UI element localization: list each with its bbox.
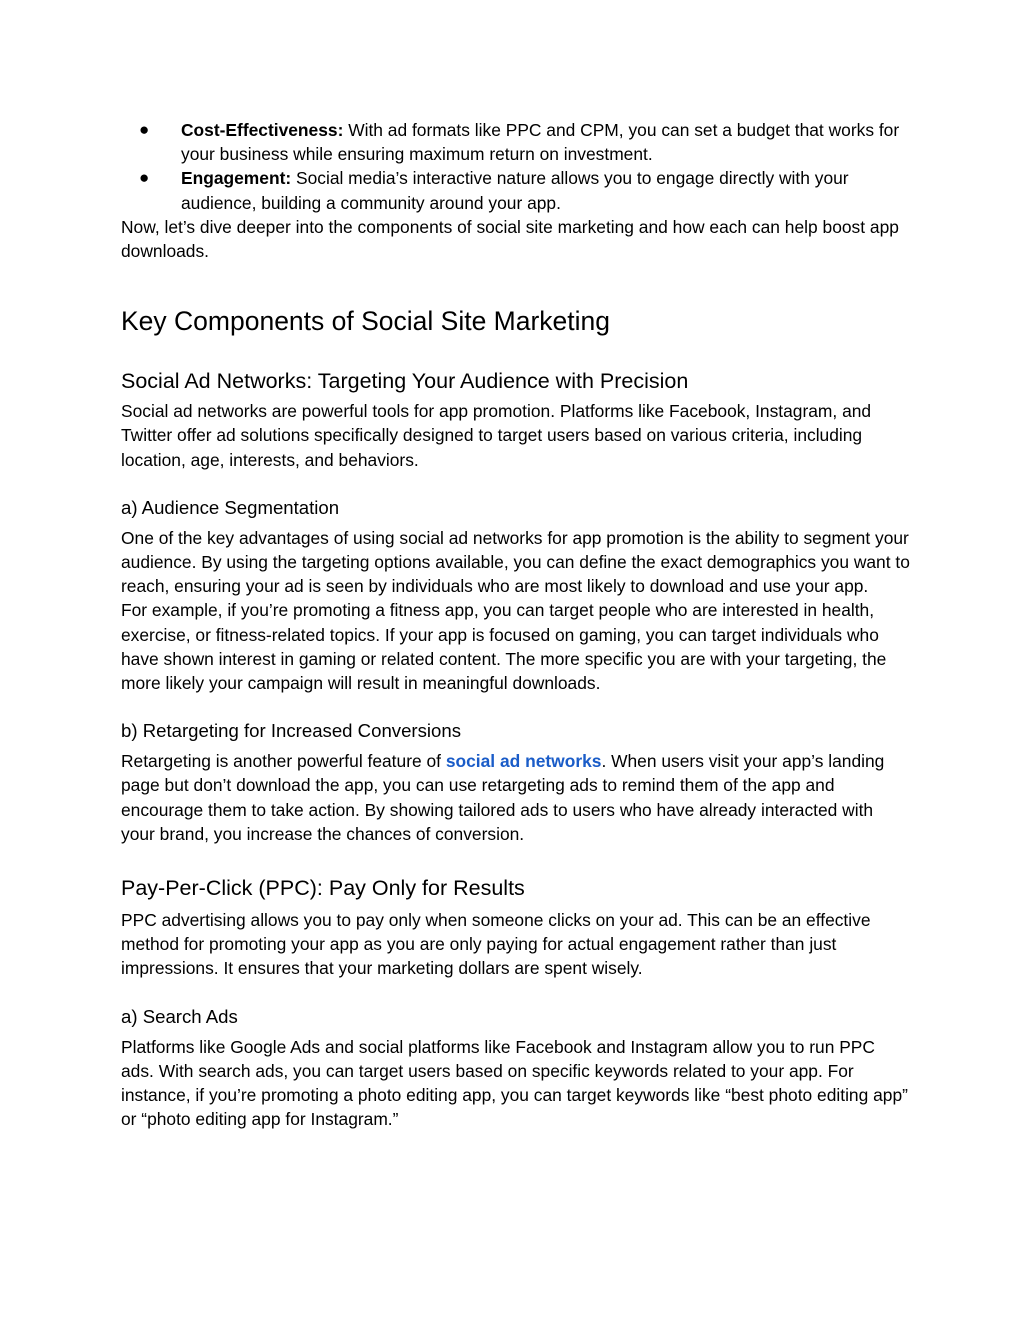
bullet-term: Engagement: <box>181 168 292 189</box>
text-run: Retargeting is another powerful feature of <box>121 751 446 772</box>
bullet-text: With ad formats like PPC and CPM, you can set a budget that works for your business while ensuring maximum return on investment. <box>181 120 900 165</box>
section-heading-ppc: Pay-Per-Click (PPC): Pay Only for Results <box>121 876 525 901</box>
document-page <box>121 118 911 1131</box>
section-body: Social ad networks are powerful tools for app promotion. Platforms like Facebook, Instagram, and Twitter offer ad solutions specifically designed to target users based on various criteria, including location, age, interests, and behaviors. <box>121 401 872 470</box>
main-heading: Key Components of Social Site Marketing <box>121 306 611 337</box>
bullet-term: Cost-Effectiveness: <box>181 120 344 140</box>
bullet-icon: ● <box>139 168 150 188</box>
paragraph-retargeting <box>121 749 911 846</box>
section-body: PPC advertising allows you to pay only when someone clicks on your ad. This can be an effective method for promoting your app as you are only paying for actual engagement rather than just impressions. It ensures that your marketing dollars are spent wisely. <box>121 910 871 979</box>
subheading-retargeting: b) Retargeting for Increased Conversions <box>121 720 462 742</box>
subheading-audience-segmentation: a) Audience Segmentation <box>121 496 340 518</box>
bullet-text: Social media’s interactive nature allows you to engage directly with your audience, building a community around your app. <box>181 168 849 213</box>
benefits-list <box>121 118 911 215</box>
list-item <box>121 166 911 214</box>
paragraph: One of the key advantages of using social ad networks for app promotion is the ability to segment your audience. By using the targeting options available, you can define the exact demographics you want to reach, ensuring your ad is seen by individuals who are most likely to download and use your app. <box>121 527 910 597</box>
section-heading-social-ad-networks: Social Ad Networks: Targeting Your Audience with Precision <box>121 369 689 394</box>
social-ad-networks-link[interactable]: social ad networks <box>445 751 602 772</box>
paragraph: Platforms like Google Ads and social platforms like Facebook and Instagram allow you to run PPC ads. With search ads, you can target users based on specific keywords related to your app. For instance, if you’re promoting a photo editing app, you can target keywords like “best photo editing app” or “photo editing app for Instagram.” <box>121 1036 908 1130</box>
subheading-search-ads: a) Search Ads <box>121 1005 238 1027</box>
paragraph: For example, if you’re promoting a fitness app, you can target people who are interested in health, exercise, or fitness-related topics. If your app is focused on gaming, you can target individuals who have shown interest in gaming or related content. The more specific you are with your targeting, the more likely your campaign will result in meaningful downloads. <box>121 600 887 694</box>
intro-paragraph: Now, let’s dive deeper into the components of social site marketing and how each can help boost app downloads. <box>121 216 899 262</box>
text-run: . When users visit your app’s landing page but don’t download the app, you can use retargeting ads to remind them of the app and encourage them to take action. By showing tailored ads to users who have already interacted with your brand, you increase the chances of conversion. <box>121 751 885 844</box>
bullet-icon: ● <box>139 120 150 139</box>
list-item <box>121 118 911 166</box>
